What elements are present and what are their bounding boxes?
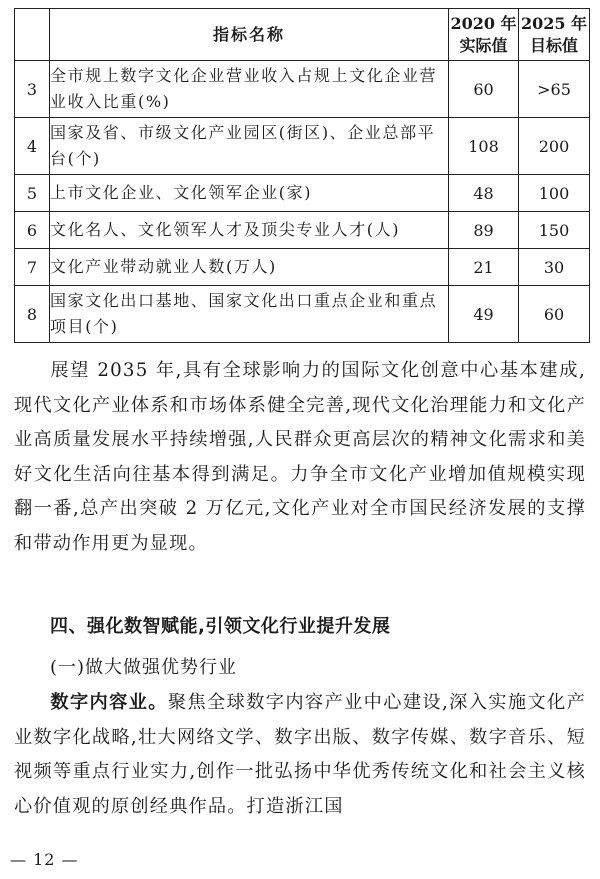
digital-content-lead: 数字内容业。 (50, 692, 168, 713)
row-2020-value: 108 (449, 118, 519, 175)
indicator-table (14, 8, 590, 343)
table-row (15, 61, 590, 118)
table-row (15, 118, 590, 175)
row-number: 4 (15, 118, 50, 175)
header-2025-year: 2025 年 (520, 13, 588, 33)
header-2020-actual (449, 9, 519, 61)
row-indicator-name: 全市规上数字文化企业营业收入占规上文化企业营业收入比重(%) (50, 61, 449, 118)
digital-content-paragraph (14, 686, 586, 824)
row-2025-value: 60 (519, 286, 590, 343)
row-indicator-name: 文化产业带动就业人数(万人) (50, 249, 449, 286)
row-number: 7 (15, 249, 50, 286)
section-heading: 四、强化数智赋能,引领文化行业提升发展 (50, 616, 391, 637)
outlook-paragraph: 展望 2035 年,具有全球影响力的国际文化创意中心基本建成,现代文化产业体系和市场体系健全完善,现代文化治理能力和文化产业高质量发展水平持续增强,人民群众更高层次的精神文化需求和美好文化生活向往基本得到满足。力争全市文化产业增加值规模实现翻一番,总产出突破 2 万亿元,文化产业对全市国民经济发展的支撑和带动作用更为显现。 (14, 360, 586, 554)
subsection-heading: (一)做大做强优势行业 (50, 657, 238, 678)
row-2025-value: 100 (519, 175, 590, 212)
row-number: 6 (15, 212, 50, 249)
row-2020-value: 60 (449, 61, 519, 118)
row-indicator-name: 文化名人、文化领军人才及顶尖专业人才(人) (50, 212, 449, 249)
row-2025-value: 200 (519, 118, 590, 175)
digital-content-text: 聚焦全球数字内容产业中心建设,深入实施文化产业数字化战略,壮大网络文学、数字出版、数字传媒、数字音乐、短视频等重点行业实力,创作一批弘扬中华优秀传统文化和社会主义核心价值观的原创经典作品。打造浙江国 (14, 692, 587, 817)
row-2025-value: >65 (519, 61, 590, 118)
header-2025-label: 目标值 (529, 35, 578, 55)
row-number: 3 (15, 61, 50, 118)
table-row (15, 249, 590, 286)
header-indicator-name: 指标名称 (50, 9, 449, 61)
header-number (15, 9, 50, 61)
table-header-row (15, 9, 590, 61)
header-2020-year: 2020 年 (450, 13, 517, 33)
row-2020-value: 21 (449, 249, 519, 286)
page-number: — 12 — (10, 850, 79, 869)
row-2025-value: 30 (519, 249, 590, 286)
row-indicator-name: 上市文化企业、文化领军企业(家) (50, 175, 449, 212)
row-2020-value: 48 (449, 175, 519, 212)
table-row (15, 212, 590, 249)
row-2020-value: 49 (449, 286, 519, 343)
row-2025-value: 150 (519, 212, 590, 249)
row-number: 5 (15, 175, 50, 212)
row-number: 8 (15, 286, 50, 343)
header-2025-target (519, 9, 590, 61)
row-indicator-name: 国家及省、市级文化产业园区(街区)、企业总部平台(个) (50, 118, 449, 175)
row-2020-value: 89 (449, 212, 519, 249)
table-row (15, 175, 590, 212)
header-2020-label: 实际值 (459, 35, 508, 55)
row-indicator-name: 国家文化出口基地、国家文化出口重点企业和重点项目(个) (50, 286, 449, 343)
table-row (15, 286, 590, 343)
